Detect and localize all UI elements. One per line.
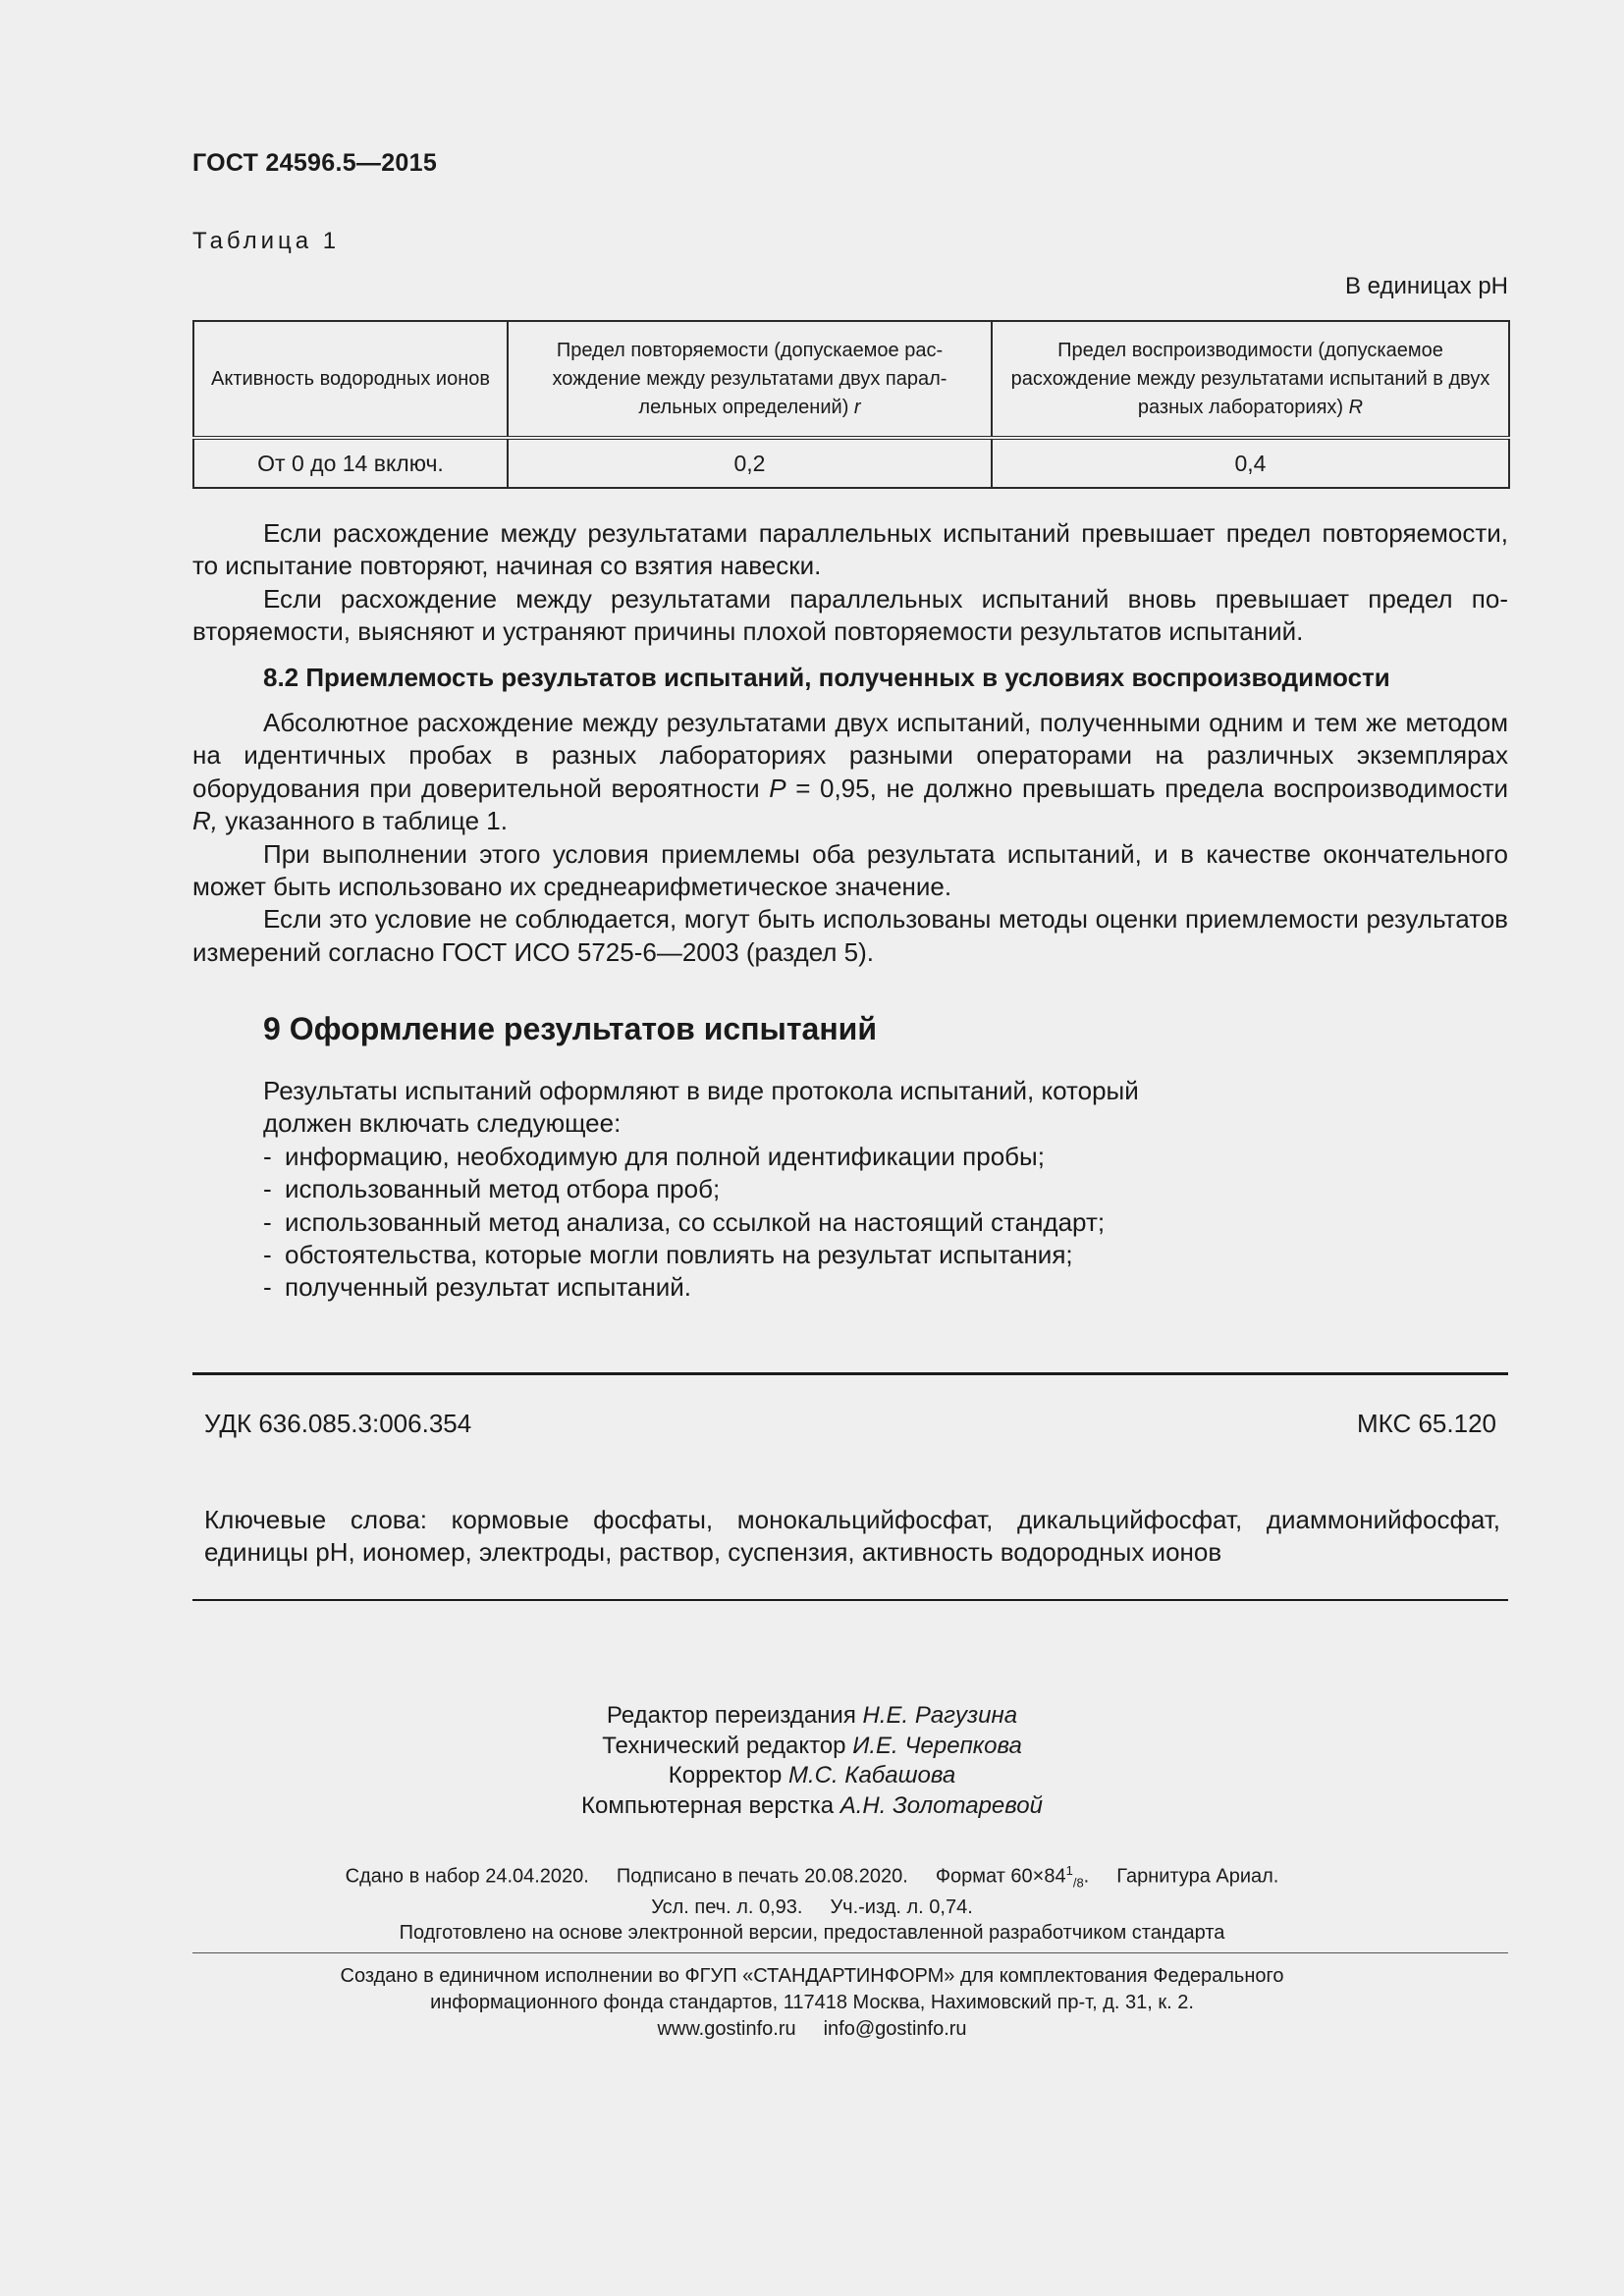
paragraph-not-met: Если это условие не соблюдается, могут быть использованы методы оценки приемлемости результатов измерений согласно ГОСТ ИСО 5725-6—2003 (раздел 5). <box>192 904 1508 967</box>
list-item: - полученный результат испытаний. <box>263 1272 692 1303</box>
table-row <box>193 438 1509 488</box>
paragraph-repeat-check: Если расхождение между результатами параллельных испытаний превышает предел повторяемости, то испытание повторяют, начиная со взятия навески. <box>192 518 1508 581</box>
paragraph-acceptable: При выполнении этого условия приемлемы оба результата испытаний, и в качестве окончательного может быть использовано их среднеарифметическое значение. <box>192 838 1508 902</box>
cell-range: От 0 до 14 включ. <box>193 438 508 488</box>
print-imprint <box>0 1858 1624 1946</box>
publisher-info <box>0 1963 1624 2043</box>
header-activity: Активность водородных ионов <box>193 321 508 438</box>
cell-repeatability: 0,2 <box>508 438 992 488</box>
publisher-line1: Создано в единичном исполнении во ФГУП «СТАНДАРТИНФОРМ» для комплектования Федерального <box>340 1965 1284 1987</box>
paragraph-repeat-exceeded: Если расхождение между результатами параллельных испытаний вновь превышает предел повторяемости, выясняют и устраняют причины плохой повторяемости результатов испытаний. <box>192 583 1508 647</box>
table-caption: Таблица 1 <box>192 228 341 254</box>
publisher-email[interactable]: info@gostinfo.ru <box>823 2018 967 2040</box>
credit-corrector: Корректор М.С. Кабашова <box>668 1762 956 1789</box>
publisher-contacts <box>0 2016 1624 2043</box>
list-item: - использованный метод отбора проб; <box>263 1174 721 1204</box>
section9-intro-line2: должен включать следующее: <box>263 1108 622 1139</box>
list-item: - информацию, необходимую для полной идентификации пробы; <box>263 1141 1045 1171</box>
mks-code: МКС 65.120 <box>1356 1409 1496 1438</box>
section9-body <box>263 1075 1139 1305</box>
header-repeatability: Предел повторяемости (допускаемое расхождение между результатами двух параллельных определений) r <box>508 321 992 438</box>
keywords: Ключевые слова: кормовые фосфаты, монокальцийфосфат, дикальцийфосфат, диаммонийфосфат, единицы pH, иономер, электроды, раствор, суспензия, активность водородных ионов <box>204 1505 1500 1568</box>
imprint-line3: Подготовлено на основе электронной версии, предоставленной разработчиком стандарта <box>399 1921 1225 1944</box>
section8-text <box>192 517 1508 969</box>
document-code: ГОСТ 24596.5—2015 <box>192 149 438 177</box>
credit-editor: Редактор переиздания Н.Е. Рагузина <box>606 1702 1018 1729</box>
list-item: - использованный метод анализа, со ссылкой на настоящий стандарт; <box>263 1206 1106 1237</box>
imprint-line2: Усл. печ. л. 0,93. Уч.-изд. л. 0,74. <box>651 1896 973 1919</box>
cell-reproducibility: 0,4 <box>992 438 1509 488</box>
table-header-row <box>193 321 1509 438</box>
list-item: - обстоятельства, которые могли повлиять на результат испытания; <box>263 1240 1073 1270</box>
section9-title: 9 Оформление результатов испытаний <box>263 1011 877 1046</box>
subsection-heading-8-2: 8.2 Приемлемость результатов испытаний, полученных в условиях воспроизводимости <box>263 662 1390 692</box>
precision-table <box>192 320 1510 489</box>
udk-code: УДК 636.085.3:006.354 <box>204 1409 472 1438</box>
imprint-line1: Сдано в набор 24.04.2020. Подписано в печать 20.08.2020. Формат $60\times 84^1_{/8}$. Гарнитура Ариал. <box>345 1863 1279 1891</box>
divider-top <box>192 1372 1508 1375</box>
table-units: В единицах pH <box>1344 273 1508 299</box>
publisher-website[interactable]: www.gostinfo.ru <box>657 2018 796 2040</box>
section9-intro-line1: Результаты испытаний оформляют в виде протокола испытаний, который <box>263 1076 1139 1105</box>
publisher-line2: информационного фонда стандартов, 117418 Москва, Нахимовский пр-т, д. 31, к. 2. <box>430 1992 1194 2013</box>
divider-imprint <box>192 1952 1508 1953</box>
editorial-credits <box>0 1701 1624 1821</box>
divider-bottom <box>192 1599 1508 1601</box>
credit-layout: Компьютерная верстка А.Н. Золотаревой <box>581 1791 1043 1819</box>
header-reproducibility: Предел воспроизводимости (допускаемое расхождение между результатами испытаний в двух разных лабораториях) R <box>992 321 1509 438</box>
credit-tech-editor: Технический редактор И.Е. Черепкова <box>602 1732 1022 1759</box>
paragraph-reproducibility: Абсолютное расхождение между результатами двух испытаний, полученными одним и тем же методом на идентичных пробах в разных лабораториях разными операторами на различных экземплярах оборудования при доверительной вероятности P = 0,95, не должно превышать предела воспроизводимости R, указанного в таблице 1. <box>192 708 1508 836</box>
